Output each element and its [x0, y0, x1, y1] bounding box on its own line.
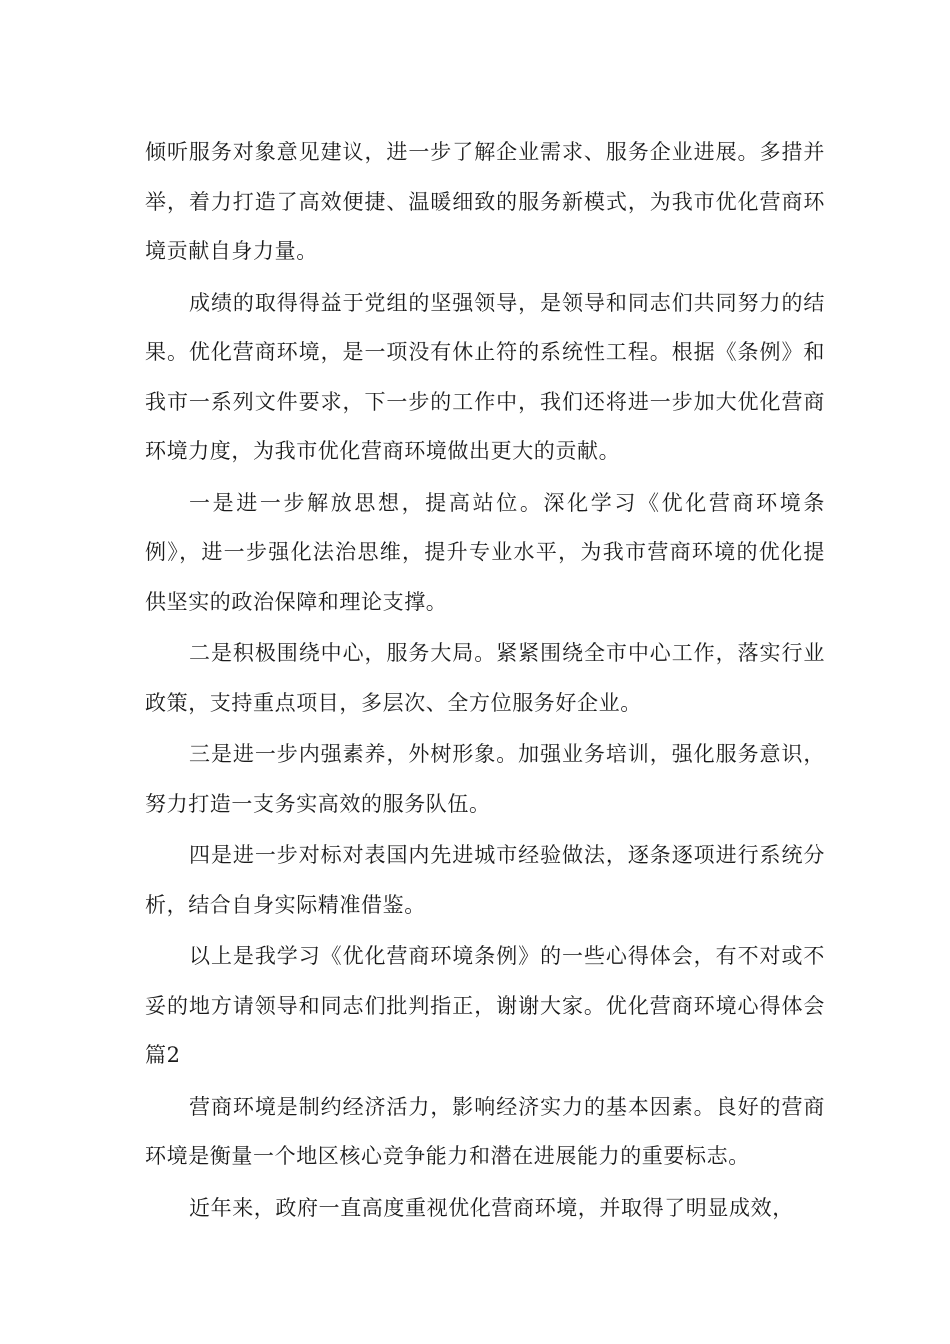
paragraph: 三是进一步内强素养，外树形象。加强业务培训，强化服务意识，努力打造一支务实高效的服务队伍。: [145, 742, 825, 816]
paragraph: 倾听服务对象意见建议，进一步了解企业需求、服务企业进展。多措并举，着力打造了高效便捷、温暖细致的服务新模式，为我市优化营商环境贡献自身力量。: [145, 140, 825, 263]
paragraph: 近年来，政府一直高度重视优化营商环境，并取得了明显成效，: [189, 1195, 794, 1220]
document-body: [145, 128, 825, 1235]
paragraph: 成绩的取得得益于党组的坚强领导，是领导和同志们共同努力的结果。优化营商环境，是一项没有休止符的系统性工程。根据《条例》和我市一系列文件要求，下一步的工作中，我们还将进一步加大优化营商环境力度，为我市优化营商环境做出更大的贡献。: [145, 290, 825, 463]
paragraph: 二是积极围绕中心，服务大局。紧紧围绕全市中心工作，落实行业政策，支持重点项目，多层次、全方位服务好企业。: [145, 641, 825, 715]
paragraph: 四是进一步对标对表国内先进城市经验做法，逐条逐项进行系统分析，结合自身实际精准借鉴。: [145, 843, 825, 917]
paragraph: 以上是我学习《优化营商环境条例》的一些心得体会，有不对或不妥的地方请领导和同志们批判指正，谢谢大家。优化营商环境心得体会篇2: [145, 944, 825, 1067]
paragraph: 一是进一步解放思想，提高站位。深化学习《优化营商环境条例》，进一步强化法治思维，提升专业水平，为我市营商环境的优化提供坚实的政治保障和理论支撑。: [145, 490, 825, 614]
paragraph: 营商环境是制约经济活力，影响经济实力的基本因素。良好的营商环境是衡量一个地区核心竞争能力和潜在进展能力的重要标志。: [145, 1094, 825, 1168]
